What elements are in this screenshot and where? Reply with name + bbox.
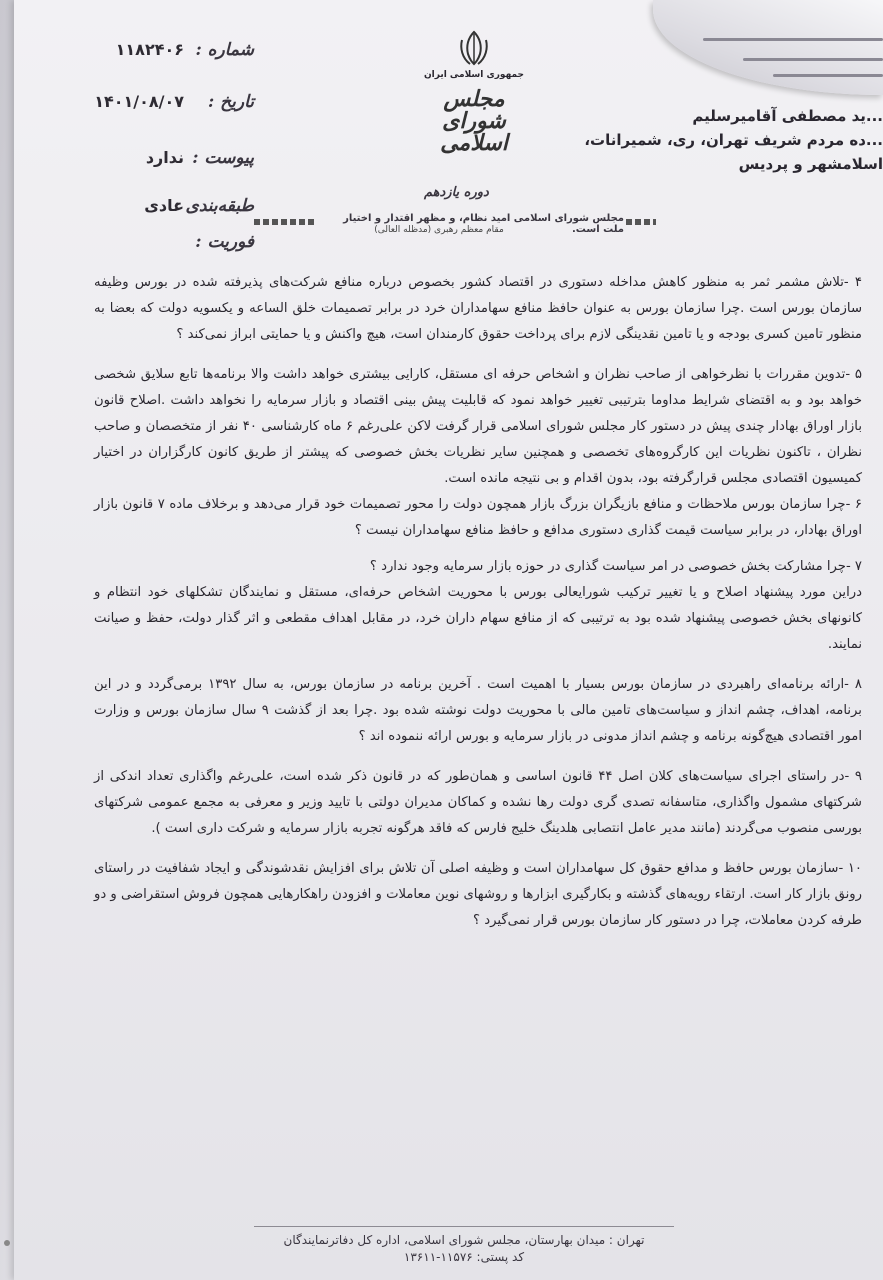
- date-label: تاریخ :: [207, 92, 254, 112]
- paragraph-9: ۹ -در راستای اجرای سیاست‌های کلان اصل ۴۴ قانون اساسی و همان‌طور که در قانون ذکر شده است، علی‌رغم واگذاری تعداد اندکی از شرکتهای مشمول واگذاری، متاسفانه تصدی گری دولت رها نشده و کماکان مدیران دولتی با تایید وزیر و معرفی به مجمع عمومی شرکتهای بورسی منصوب می‌گردند (مانند مدیر عامل انتصابی هلدینگ خلیج فارس که فاقد هرگونه تجربه بازار سرمایه و شرکت داری است ).: [94, 769, 863, 836]
- meta-urgency: [74, 232, 254, 262]
- footer-postal-code: کد پستی: ۱۱۵۷۶-۱۳۶۱۱: [403, 1250, 525, 1264]
- recipient-block: [584, 104, 883, 176]
- meta-date: [74, 92, 254, 122]
- majlis-motto: مجلس شورای اسلامی امید نظام، و مظهر اقتدار و اختیار ملت است.: [343, 213, 624, 235]
- paragraph-7-question: ۷ -چرا مشارکت بخش خصوصی در امر سیاست گذاری در حوزه بازار سرمایه وجود ندارد ؟: [369, 559, 862, 574]
- number-label: شماره :: [195, 40, 254, 60]
- curl-line: [773, 74, 883, 77]
- emblem-icon: [454, 28, 494, 68]
- paragraph-4: ۴ -تلاش مشمر ثمر به منظور کاهش مداخله دستوری در اقتصاد کشور بخصوص درباره منافع شرکت‌های پذیرفته شده در بورس وظیفه سازمان بورس است .چرا سازمان بورس به عنوان حافظ منافع سهامداران خرد در برابر تصمیمات خلق الساعه و یکسویه دولت که بعضا به منظور تامین کسری بودجه و یا تامین نقدینگی لازم برای پرداخت حقوق کارمندان است، هیچ واکنش و یا حمایتی ابراز نمی‌کند ؟: [94, 275, 862, 342]
- paragraph-6: ۶ -چرا سازمان بورس ملاحظات و منافع بازیگران بزرگ بازار همچون دولت را محور تصمیمات خود قرار می‌دهد و برخلاف ماده ۷ قانون بازار اوراق بهادار، در برابر سیاست قیمت گذاری دستوری مدافع و حافظ منافع سهامداران نیست ؟: [94, 497, 862, 538]
- recipient-line: اسلامشهر و پردیس: [738, 155, 883, 173]
- paragraph-10: ۱۰ -سازمان بورس حافظ و مدافع حقوق کل سهامداران است و وظیفه اصلی آن تلاش برای افزایش نقدشوندگی و ایجاد شفافیت در راستای رونق بازار کار است. ارتقاء رویه‌های گذشته و بکارگیری ابزارها و روشهای نوین معاملات و افزودن راهکارهایی همچون فروش استقراضی و دو طرفه کردن معاملات، چرا در دستور کار سازمان بورس قرار نمی‌گیرد ؟: [93, 861, 862, 928]
- urgency-label: فوریت :: [195, 232, 254, 252]
- majlis-calligraphy-logo: مجلس شورای اسلامی: [440, 86, 508, 156]
- curl-line: [743, 58, 883, 61]
- recipient-line: ...ید مصطفی آقامیرسلیم: [692, 107, 883, 125]
- attachment-value: ندارد: [145, 148, 184, 167]
- ornament-left: [254, 219, 314, 225]
- meta-attachment: [74, 148, 254, 178]
- emblem-top-text: جمهوری اسلامی ایران: [423, 70, 525, 80]
- number-value: ۱۱۸۲۴۰۶: [115, 40, 184, 59]
- letter-body: [94, 270, 862, 934]
- binder-hole: [4, 1240, 10, 1246]
- footer-divider: [254, 1226, 674, 1227]
- curl-line: [703, 38, 883, 41]
- recipient-line: ...ده مردم شریف تهران، ری، شمیرانات،: [584, 131, 883, 149]
- attachment-label: پیوست :: [192, 148, 254, 168]
- iran-emblem: [409, 28, 539, 80]
- paragraph-5: ۵ -تدوین مقررات با نظرخواهی از صاحب نظران و اشخاص حرفه ای مستقل، کارایی بیشتری خواهد داشت والا برنامه‌ها تابع سلایق شخصی خواهد بود و به اقتضای شرایط مداوما بترتیبی تغییر خواهد نمود که قابلیت پیش بینی اقتصاد و بازار سرمایه را نخواهد داشت .اصلاح قانون بازار اوراق بهادار چندی پیش در دستور کار مجلس شورای اسلامی قرار گرفت لاکن علی‌رغم ۶ ماه کارشناسی ۴۰ نفر از متخصصان و صاحب نظران ، تاکنون نظریات این کارگروه‌های تخصصی و همچنین سایر نظریات بخش خصوصی که پیشتر از طریق کانون کارگزاران در اختیار کمیسیون اقتصادی مجلس قرارگرفته بود، بدون اقدام و بی نتیجه مانده است.: [94, 367, 862, 486]
- footer-address: تهران : میدان بهارستان، مجلس شورای اسلامی، اداره کل دفاترنمایندگان: [283, 1233, 645, 1247]
- letter-footer: [254, 1232, 674, 1266]
- term-label: دوره یازدهم: [424, 185, 489, 200]
- ornament-right: [626, 219, 656, 225]
- meta-classification: [74, 196, 254, 226]
- page-curl: [653, 0, 883, 95]
- motto-attribution: مقام معظم رهبری (مدظله العالی): [374, 225, 504, 235]
- classification-value: عادی: [144, 196, 184, 215]
- classification-label: طبقه‌بندی :: [173, 196, 254, 216]
- paragraph-7: دراین مورد پیشنهاد اصلاح و یا تغییر ترکیب شورایعالی بورس با محوریت اشخاص حرفه‌ای، مستقل و نمایندگان تشکلهای خود انتظام و کانونهای بخش خصوصی پیشنهاد شده بود به ترتیبی که از منافع سهام داران خرد، در مقابل اهداف مقطعی و اثر گذار دولت، حفظ و صیانت نمایند.: [94, 585, 862, 652]
- date-value: ۱۴۰۱/۰۸/۰۷: [94, 92, 184, 111]
- letter-page: [14, 0, 883, 1280]
- meta-number: [74, 40, 254, 70]
- paragraph-8: ۸ -ارائه برنامه‌ای راهبردی در سازمان بورس بسیار با اهمیت است . آخرین برنامه در سازمان بورس، به سال ۱۳۹۲ برمی‌گردد و در این برنامه، اهداف، چشم انداز و سیاست‌های تامین مالی با محوریت دولت نوشته شده بود .چرا بعد از گذشت ۹ سال سازمان بورس و وزارت امور اقتصادی هیچ‌گونه برنامه و چشم انداز مدونی در بازار سرمایه و بورس ارائه ننموده اند ؟: [94, 677, 862, 744]
